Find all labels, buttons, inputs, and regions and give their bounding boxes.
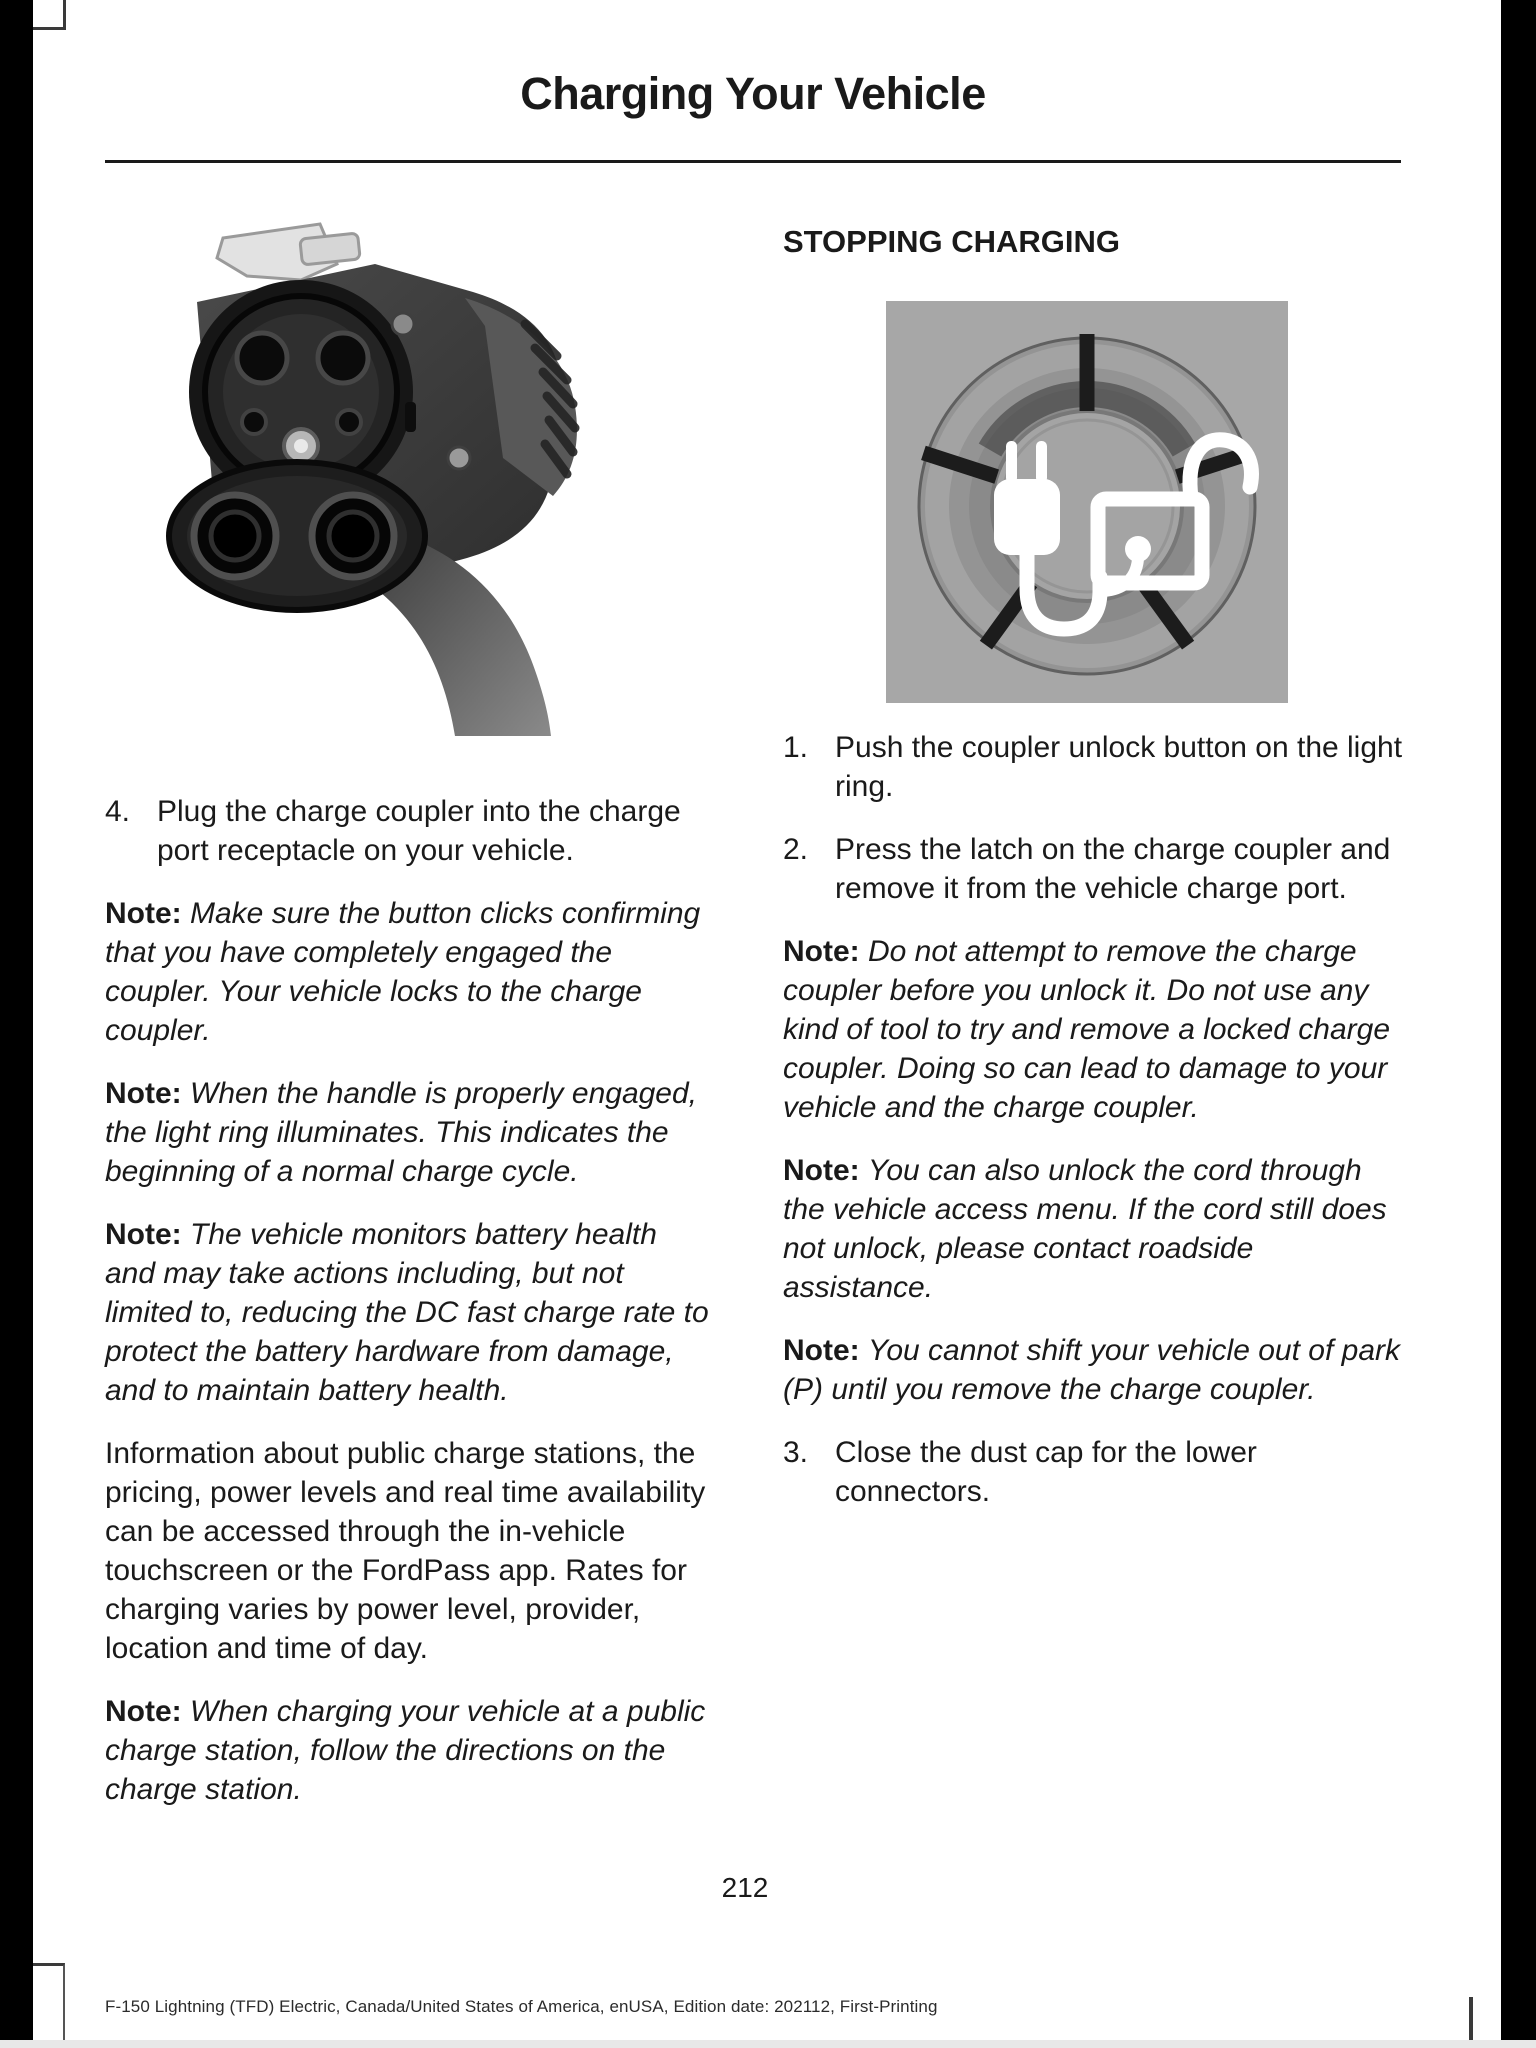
registration-mark-bottom-left bbox=[33, 1963, 65, 2043]
note-text: You can also unlock the cord through the vehicle access menu. If the cord still does not unlock, please contact roadside assistance. bbox=[783, 1154, 1387, 1304]
note-label: Note: bbox=[783, 1154, 860, 1187]
note-text: When the handle is properly engaged, the light ring illuminates. This indicates the beginning of a normal charge cycle. bbox=[105, 1077, 698, 1188]
step-text: Push the coupler unlock button on the light ring. bbox=[835, 731, 1403, 803]
note-label: Note: bbox=[105, 1077, 182, 1110]
note-block bbox=[783, 1331, 1403, 1409]
step-text: Press the latch on the charge coupler and remove it from the vehicle charge port. bbox=[835, 833, 1391, 905]
left-column bbox=[105, 196, 712, 1833]
step-number: 3. bbox=[783, 1436, 809, 1469]
note-block bbox=[105, 1692, 712, 1809]
step-number: 2. bbox=[783, 833, 809, 866]
note-label: Note: bbox=[783, 935, 860, 968]
step-item-3 bbox=[783, 1433, 1403, 1511]
note-label: Note: bbox=[105, 1695, 182, 1728]
footer-edition-line: F-150 Lightning (TFD) Electric, Canada/United States of America, enUSA, Edition date: 202112, First-Printing bbox=[105, 1997, 938, 2016]
print-edge-bar-left bbox=[0, 0, 33, 2048]
section-heading: STOPPING CHARGING bbox=[783, 224, 1121, 259]
note-label: Note: bbox=[105, 1218, 182, 1251]
note-block bbox=[783, 1151, 1403, 1307]
note-text: When charging your vehicle at a public charge station, follow the directions on the charge station. bbox=[105, 1695, 706, 1806]
note-text: Do not attempt to remove the charge coupler before you unlock it. Do not use any kind of tool to try and remove a locked charge coupler. Doing so can lead to damage to your vehicle and the charge coupler. bbox=[783, 935, 1391, 1124]
note-label: Note: bbox=[783, 1334, 860, 1367]
note-label: Note: bbox=[105, 897, 182, 930]
print-edge-bar-right bbox=[1501, 0, 1536, 2048]
step-item-1 bbox=[783, 728, 1403, 806]
scan-edge-strip bbox=[0, 2040, 1536, 2048]
title-divider bbox=[105, 160, 1401, 163]
note-block bbox=[105, 894, 712, 1050]
coupler-unlock-button-light-ring bbox=[886, 301, 1288, 703]
body-paragraph: Information about public charge stations, the pricing, power levels and real time availability can be accessed through the in-vehicle touchscreen or the FordPass app. Rates for charging varies by power level, provider, location and time of day. bbox=[105, 1437, 706, 1665]
note-block bbox=[105, 1215, 712, 1410]
page-number: 212 bbox=[721, 1872, 769, 1903]
registration-mark-top-left bbox=[33, 0, 66, 30]
note-text: Make sure the button clicks confirming that you have completely engaged the coupler. Your vehicle locks to the charge coupler. bbox=[105, 897, 701, 1047]
note-text: The vehicle monitors battery health and may take actions including, but not limited to, reducing the DC fast charge rate to protect the battery hardware from damage, and to maintain battery health. bbox=[105, 1218, 709, 1407]
step-number: 4. bbox=[105, 795, 131, 828]
note-text: You cannot shift your vehicle out of park (P) until you remove the charge coupler. bbox=[783, 1334, 1400, 1406]
step-text: Plug the charge coupler into the charge port receptacle on your vehicle. bbox=[157, 795, 681, 867]
charge-coupler-photo bbox=[105, 206, 615, 736]
step-number: 1. bbox=[783, 731, 809, 764]
step-text: Close the dust cap for the lower connectors. bbox=[835, 1436, 1257, 1508]
right-column bbox=[783, 196, 1403, 1535]
note-block bbox=[105, 1074, 712, 1191]
registration-mark-bottom-right bbox=[1469, 1997, 1473, 2040]
step-item-2 bbox=[783, 830, 1403, 908]
page-title: Charging Your Vehicle bbox=[520, 68, 986, 119]
note-block bbox=[783, 932, 1403, 1127]
step-item-4 bbox=[105, 792, 712, 870]
